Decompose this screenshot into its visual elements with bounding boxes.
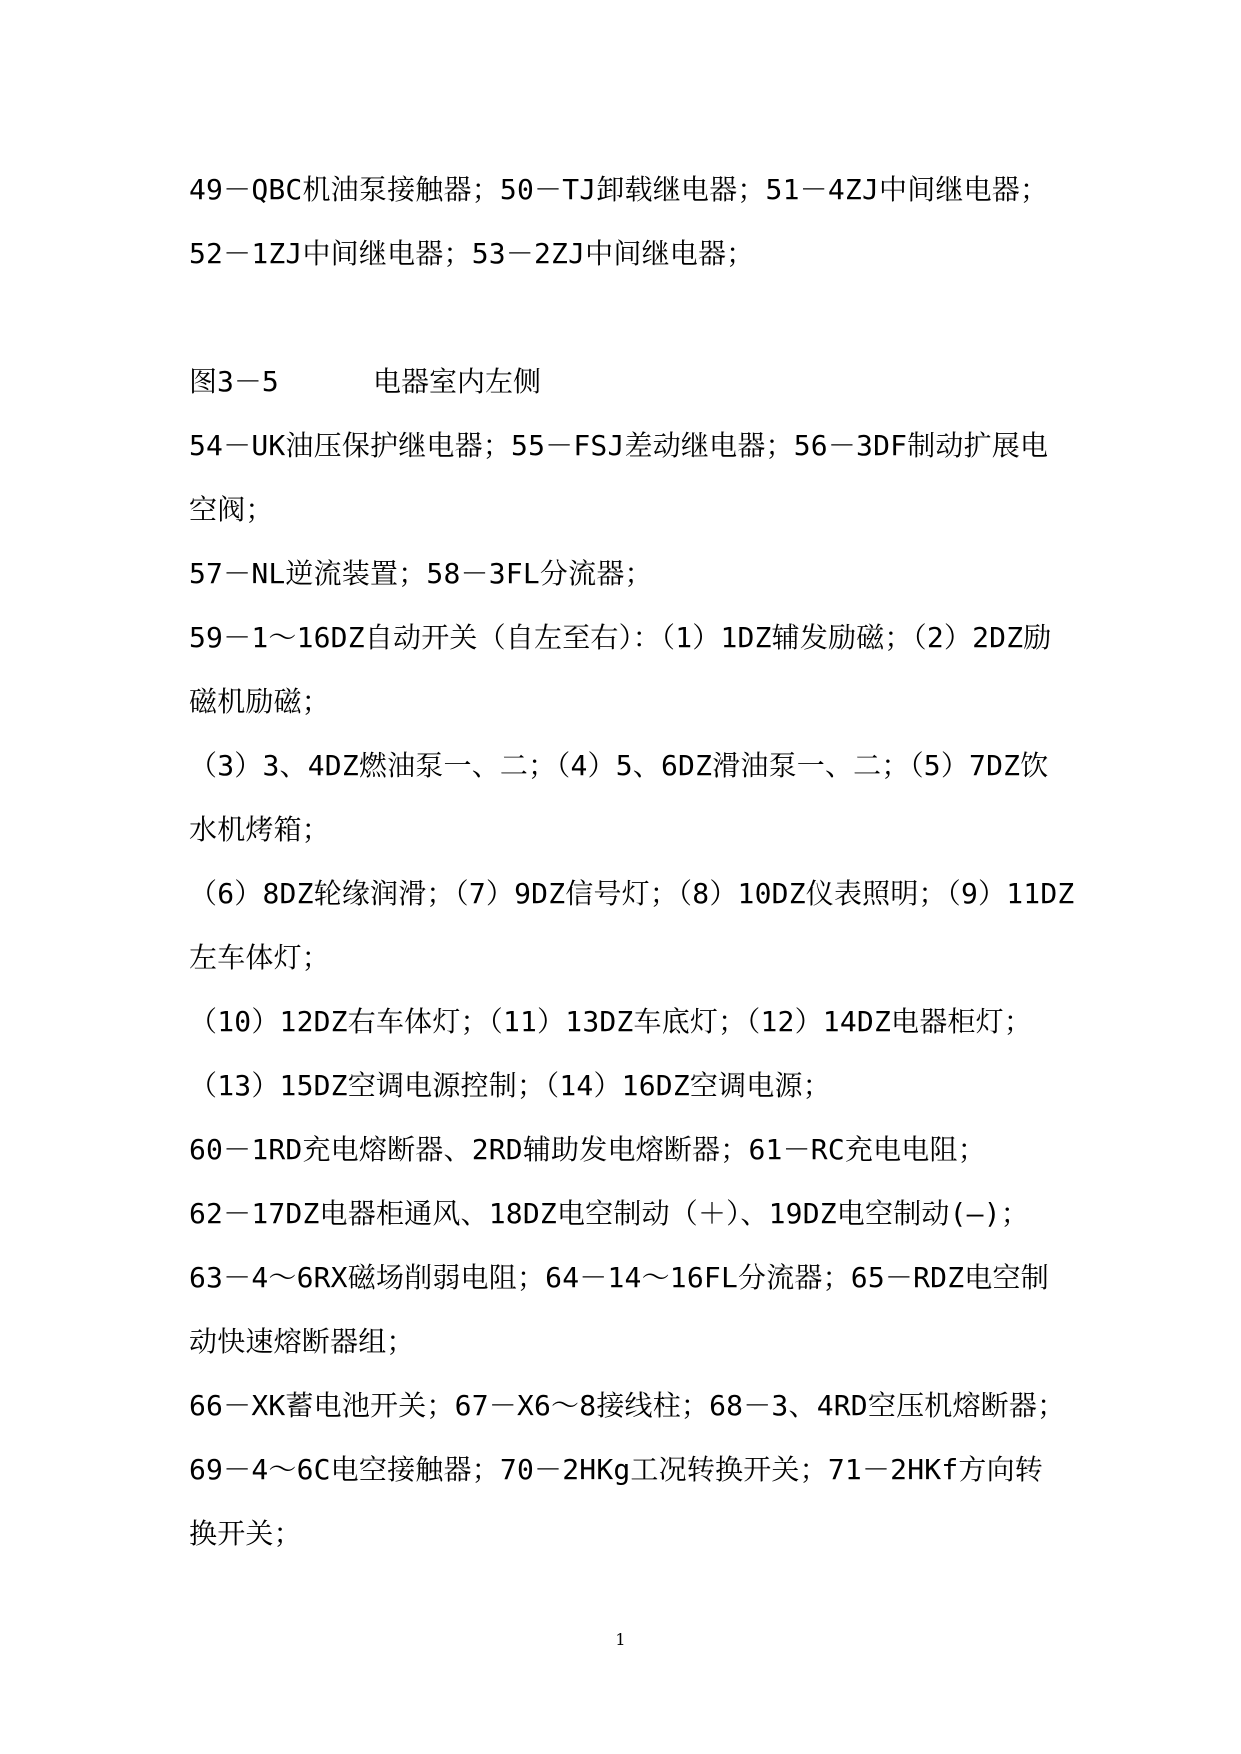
text-line: 49－QBC机油泵接触器；50－TJ卸载继电器；51－4ZJ中间继电器；: [189, 173, 1049, 206]
text-line: 54－UK油压保护继电器；55－FSJ差动继电器；56－3DF制动扩展电: [189, 429, 1049, 462]
page-number: 1: [615, 1630, 626, 1649]
text-line: 63－4～6RX磁场削弱电阻；64－14～16FL分流器；65－RDZ电空制: [189, 1261, 1049, 1294]
text-line: （6）8DZ轮缘润滑；（7）9DZ信号灯；（8）10DZ仪表照明；（9）11DZ: [189, 877, 1075, 910]
document-body: [189, 158, 1075, 1566]
text-line: 换开关；: [189, 1517, 302, 1550]
figure-title: 电器室内左侧: [373, 365, 542, 398]
text-line: 62－17DZ电器柜通风、18DZ电空制动（＋）、19DZ电空制动(—)；: [189, 1197, 1029, 1230]
text-line: 水机烤箱；: [189, 813, 331, 846]
text-line: 60－1RD充电熔断器、2RD辅助发电熔断器；61－RC充电电阻；: [189, 1133, 986, 1166]
text-line: 66－XK蓄电池开关；67－X6～8接线柱；68－3、4RD空压机熔断器；: [189, 1389, 1066, 1422]
figure-caption: [189, 350, 1069, 414]
text-line: 空阀；: [189, 493, 274, 526]
text-line: 左车体灯；: [189, 941, 331, 974]
text-line: 69－4～6C电空接触器；70－2HKg工况转换开关；71－2HKf方向转: [189, 1453, 1043, 1486]
text-line: 动快速熔断器组；: [189, 1325, 415, 1358]
text-line: 57－NL逆流装置；58－3FL分流器；: [189, 557, 653, 590]
text-line: （10）12DZ右车体灯；（11）13DZ车底灯；（12）14DZ电器柜灯；: [189, 1005, 1033, 1038]
text-line: 磁机励磁；: [189, 685, 331, 718]
text-line: 59－1～16DZ自动开关（自左至右）：（1）1DZ辅发励磁；（2）2DZ励: [189, 621, 1052, 654]
text-line: （3）3、4DZ燃油泵一、二；（4）5、6DZ滑油泵一、二；（5）7DZ饮: [189, 749, 1049, 782]
figure-number: 图3－5: [189, 365, 279, 398]
text-line: 52－1ZJ中间继电器；53－2ZJ中间继电器；: [189, 237, 755, 270]
text-line: （13）15DZ空调电源控制；（14）16DZ空调电源；: [189, 1069, 831, 1102]
paragraph-gap: [189, 286, 1069, 350]
